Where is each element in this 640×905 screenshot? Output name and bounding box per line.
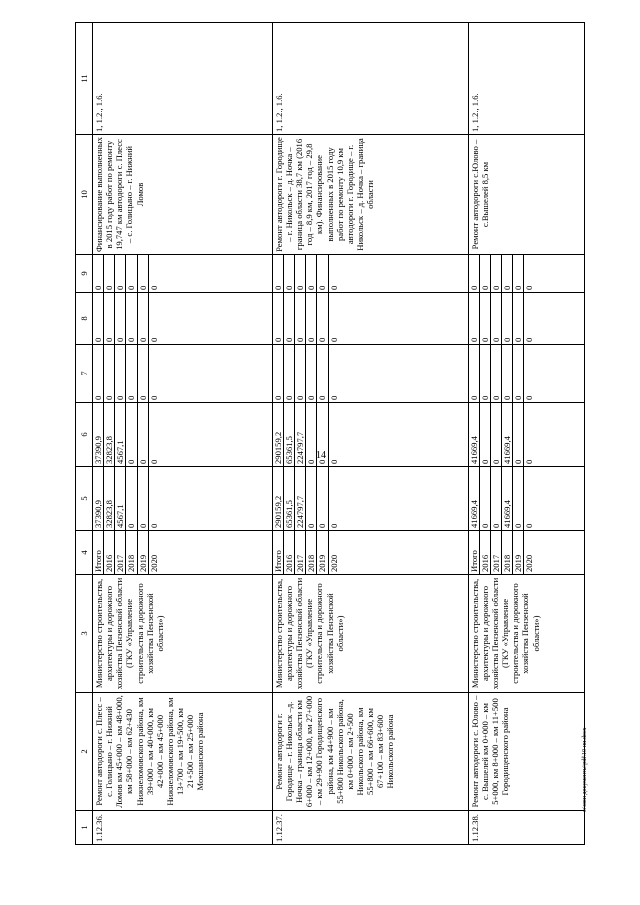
- col-header: 6: [76, 403, 93, 467]
- cell-result: Финансирование выполненных в 2015 году работ по ремонту 19,747 км автодороги с. Плесс – с. Голицыно – г. Нижний Ломов: [93, 135, 273, 255]
- year-value: 0: [502, 255, 513, 292]
- cell-event: Ремонт автодороги с. Плесс – с. Голицыно – г. Нижний Ломов км 45+000 – км 48+000, км 58+000 – км 62+430 Нижнеломовского района, км 39+000 – км 40+000, км 42+000 – км 45+000 Нижнеломовского района, км 13+700 – км 19+500, км 21+500 – км 25+000 Мокшанского района: [93, 693, 273, 811]
- year-value: 2018: [306, 531, 317, 574]
- cell-num: 1.12.36.: [93, 811, 273, 845]
- col-header: 1: [76, 811, 93, 845]
- cell-c6: [93, 403, 273, 467]
- year-value: 41669,4: [469, 467, 480, 530]
- year-value: 0: [115, 293, 126, 344]
- cell-c8: [468, 293, 584, 345]
- year-value: 0: [295, 255, 306, 292]
- year-value: 0: [115, 345, 126, 402]
- year-value: 65361,5: [284, 467, 295, 530]
- cell-c8: [93, 293, 273, 345]
- year-value: 41669,4: [469, 403, 480, 466]
- year-value: 0: [513, 293, 524, 344]
- col-header: 11: [76, 23, 93, 135]
- year-value: 0: [93, 255, 104, 292]
- year-value: 0: [328, 395, 339, 400]
- year-value: 2017: [491, 531, 502, 574]
- year-value: 0: [513, 467, 524, 530]
- year-value: 0: [295, 345, 306, 402]
- year-value: 0: [469, 255, 480, 292]
- year-value: 0: [491, 345, 502, 402]
- year-value: 0: [317, 467, 328, 530]
- cell-c5: [468, 467, 584, 531]
- table-row: [93, 23, 273, 845]
- year-value: 32823,8: [104, 467, 115, 530]
- year-value: 0: [524, 337, 535, 342]
- year-value: 0: [115, 255, 126, 292]
- cell-link: 1, 1.2., 1.6.: [93, 23, 273, 135]
- year-value: 0: [148, 285, 159, 290]
- year-value: 0: [93, 293, 104, 344]
- cell-event: Ремонт автодороги г. Городище – г. Никольск –д. Ночка – граница области км 6+000 – км 12+000, км 27+000 – км 29+900 Городищенского района, км 44+900 – км 55+800 Никольского района, км 0+000 – км 2+500 Никольского района, км 55+800 – км 66+600, км 67+100 – км 83+600 Никольского района: [272, 693, 468, 811]
- year-value: 0: [328, 459, 339, 464]
- year-value: Итого: [273, 531, 284, 574]
- year-value: 0: [93, 345, 104, 402]
- table-row: [468, 23, 584, 845]
- col-header: 8: [76, 293, 93, 345]
- year-value: 4567,1: [115, 467, 126, 530]
- col-header: 9: [76, 255, 93, 293]
- year-value: 0: [148, 395, 159, 400]
- year-value: 0: [469, 345, 480, 402]
- year-value: 0: [295, 293, 306, 344]
- year-value: 2019: [317, 531, 328, 574]
- cell-c6: [272, 403, 468, 467]
- year-value: 0: [284, 345, 295, 402]
- year-value: 0: [524, 395, 535, 400]
- year-value: 0: [306, 293, 317, 344]
- year-value: 0: [148, 523, 159, 528]
- year-value: 0: [273, 345, 284, 402]
- cell-years: [93, 531, 273, 575]
- year-value: 290159,2: [273, 467, 284, 530]
- year-value: 0: [513, 345, 524, 402]
- year-value: 0: [306, 403, 317, 466]
- col-header: 5: [76, 467, 93, 531]
- header-row: [76, 23, 93, 845]
- year-value: 0: [479, 467, 490, 530]
- year-value: 0: [479, 345, 490, 402]
- year-value: 2016: [284, 531, 295, 574]
- year-value: 4567,1: [115, 403, 126, 466]
- page-number: 14: [316, 450, 326, 461]
- year-value: 2019: [513, 531, 524, 574]
- year-value: 0: [126, 255, 137, 292]
- year-value: 0: [317, 293, 328, 344]
- year-value: 2016: [104, 531, 115, 574]
- col-header: 10: [76, 135, 93, 255]
- year-value: 224797,7: [295, 467, 306, 530]
- year-value: 0: [148, 459, 159, 464]
- cell-years: [272, 531, 468, 575]
- cell-years: [468, 531, 584, 575]
- year-value: 0: [126, 345, 137, 402]
- year-value: 0: [469, 293, 480, 344]
- year-value: 0: [317, 345, 328, 402]
- year-value: 290159,2: [273, 403, 284, 466]
- year-value: 2018: [126, 531, 137, 574]
- year-value: 0: [479, 293, 490, 344]
- year-value: 0: [491, 293, 502, 344]
- year-value: 0: [137, 255, 148, 292]
- year-value: Итого: [469, 531, 480, 574]
- year-value: 0: [306, 345, 317, 402]
- year-value: 65361,5: [284, 403, 295, 466]
- year-value: Итого: [93, 531, 104, 574]
- table-row: [272, 23, 468, 845]
- year-value: 0: [502, 293, 513, 344]
- year-value: 0: [104, 293, 115, 344]
- cell-c9: [272, 255, 468, 293]
- year-value: 0: [126, 403, 137, 466]
- year-value: 0: [273, 255, 284, 292]
- year-value: 0: [491, 403, 502, 466]
- year-value: 0: [104, 345, 115, 402]
- year-value: 0: [148, 337, 159, 342]
- year-value: 2016: [479, 531, 490, 574]
- year-value: 2020: [524, 554, 535, 572]
- cell-c7: [272, 345, 468, 403]
- year-value: 37390,9: [93, 467, 104, 530]
- cell-event: Ремонт автодороги с. Юлово – с. Вышелей км 0+000 – км 5+000, км 8+000 – км 11+500 Городищенского района: [468, 693, 584, 811]
- year-value: 32823,8: [104, 403, 115, 466]
- year-value: 0: [328, 285, 339, 290]
- year-value: 0: [502, 345, 513, 402]
- year-value: 0: [328, 337, 339, 342]
- year-value: 0: [137, 403, 148, 466]
- cell-num: 1.12.37.: [272, 811, 468, 845]
- cell-c9: [93, 255, 273, 293]
- year-value: 0: [126, 467, 137, 530]
- cell-executor: Министерство строительства, архитектуры и дорожного хозяйства Пензенской области (ГКУ «Управление строительства и дорожного хозяйства Пензенской области»): [272, 575, 468, 693]
- col-header: 4: [76, 531, 93, 575]
- cell-c6: [468, 403, 584, 467]
- year-value: 2020: [328, 554, 339, 572]
- year-value: 0: [524, 285, 535, 290]
- year-value: 2017: [115, 531, 126, 574]
- cell-result: Ремонт автодороги с.Юлово – с.Вышелей 8,5 км: [468, 135, 584, 255]
- program-table: [75, 22, 585, 845]
- year-value: 0: [306, 467, 317, 530]
- cell-link: 1, 1.2., 1.6.: [272, 23, 468, 135]
- year-value: 0: [104, 255, 115, 292]
- year-value: 2018: [502, 531, 513, 574]
- year-value: 41669,4: [502, 467, 513, 530]
- year-value: 0: [137, 467, 148, 530]
- cell-result: Ремонт автодороги г. Городище – г. Никольск – д. Ночка – граница области 38,7 км (2016 год – 8,9 км, 2017 год – 29,8 км). Финансирование выполненных в 2015 году работ по ремонту 10,9 км автодороги г. Городище – г. Никольск – д. Ночка – граница области: [272, 135, 468, 255]
- year-value: 0: [284, 255, 295, 292]
- year-value: 37390,9: [93, 403, 104, 466]
- year-value: 0: [284, 293, 295, 344]
- year-value: 41669,4: [502, 403, 513, 466]
- year-value: 0: [317, 255, 328, 292]
- col-header: 3: [76, 575, 93, 693]
- year-value: 0: [491, 255, 502, 292]
- year-value: 224797,7: [295, 403, 306, 466]
- file-path-footer: c:\мои документы\pdf\10-ни.docx: [582, 727, 588, 812]
- year-value: 0: [479, 255, 490, 292]
- year-value: 0: [524, 523, 535, 528]
- col-header: 7: [76, 345, 93, 403]
- cell-link: 1, 1.2., 1.6.: [468, 23, 584, 135]
- cell-executor: Министерство строительства, архитектуры и дорожного хозяйства Пензенской области (ГКУ «Управление строительства и дорожного хозяйства Пензенской области»): [93, 575, 273, 693]
- year-value: 0: [513, 403, 524, 466]
- year-value: 0: [491, 467, 502, 530]
- year-value: 0: [137, 345, 148, 402]
- year-value: 2019: [137, 531, 148, 574]
- cell-c7: [93, 345, 273, 403]
- cell-c5: [272, 467, 468, 531]
- cell-executor: Министерство строительства, архитектуры и дорожного хозяйства Пензенской области (ГКУ «Управление строительства и дорожного хозяйства Пензенской области»): [468, 575, 584, 693]
- cell-c8: [272, 293, 468, 345]
- year-value: 0: [524, 459, 535, 464]
- cell-c9: [468, 255, 584, 293]
- year-value: 0: [273, 293, 284, 344]
- col-header: 2: [76, 693, 93, 811]
- year-value: 0: [306, 255, 317, 292]
- year-value: 0: [479, 403, 490, 466]
- year-value: 0: [328, 523, 339, 528]
- cell-c5: [93, 467, 273, 531]
- rotated-sheet: [75, 23, 585, 845]
- year-value: 0: [126, 293, 137, 344]
- year-value: 2017: [295, 531, 306, 574]
- year-value: 0: [137, 293, 148, 344]
- cell-c7: [468, 345, 584, 403]
- year-value: 2020: [148, 554, 159, 572]
- year-value: 0: [513, 255, 524, 292]
- year-value: 0: [317, 403, 328, 466]
- cell-num: 1.12.38.: [468, 811, 584, 845]
